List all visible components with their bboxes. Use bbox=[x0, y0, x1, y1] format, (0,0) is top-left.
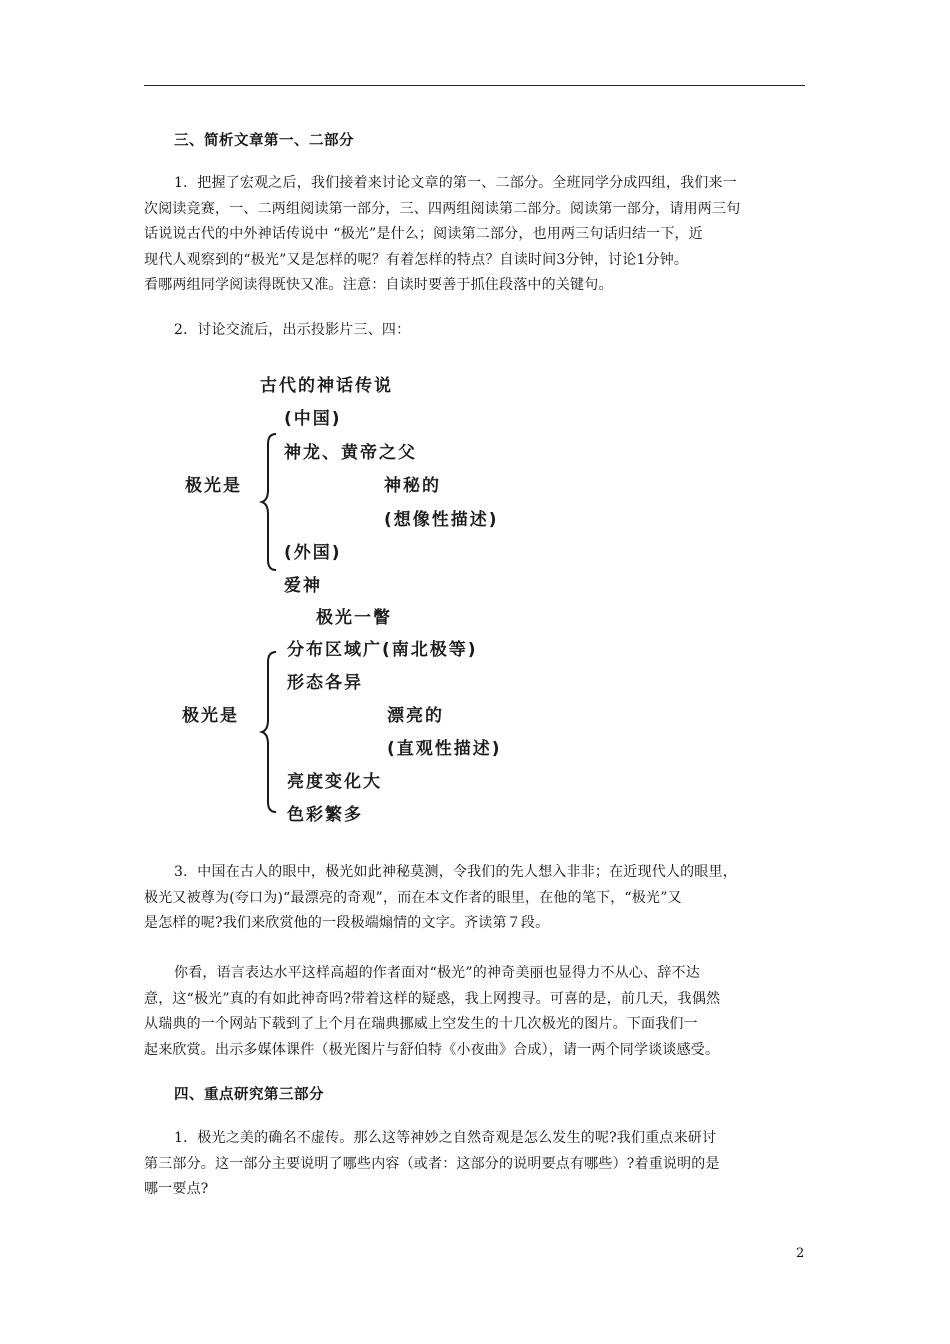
diagram1-item3: (想像性描述) bbox=[384, 510, 499, 530]
section4-paragraph-1: 1．极光之美的确名不虚传。那么这等神妙之自然奇观是怎么发生的呢?我们重点来研讨 第三部分。这一部分主要说明了哪些内容（或者：这部分的说明要点有哪些）?着重说明的是 哪一要点? bbox=[144, 1130, 720, 1197]
diagram1-item1: 神龙、黄帝之父 bbox=[284, 443, 417, 463]
paragraph-4: 你看，语言表达水平这样高超的作者面对“极光”的神奇美丽也显得力不从心、辞不达 意，这“极光”真的有如此神奇吗?带着这样的疑惑，我上网搜寻。可喜的是，前几天，我偶然 从瑞典的一个网站下载到了上个月在瑞典挪威上空发生的十几次极光的图片。下面我们一 起来欣赏。出示多媒体课件（极光图片与舒伯特《小夜曲》合成），请一两个同学谈谈感受。 bbox=[144, 965, 721, 1058]
diagram1-brace bbox=[258, 432, 280, 572]
diagram2-brace bbox=[258, 650, 280, 815]
diagram1-foreign: (外国) bbox=[284, 543, 342, 563]
diagram1-item4: 爱神 bbox=[284, 576, 322, 596]
section3-paragraph-1: 1．把握了宏观之后，我们接着来讨论文章的第一、二部分。全班同学分成四组，我们来一 次阅读竞赛，一、二两组阅读第一部分，三、四两组阅读第二部分。阅读第一部分，请用两三句 话说说古代的中外神话传说中 “极光”是什么；阅读第二部分，也用两三句话归结一下，近 现代人观察到的“极光”又是怎样的呢？有着怎样的特点？自读时间3分钟，讨论1分钟。 看哪两组同学阅读得既快又准。注意：自读时要善于抓住段落中的关键句。 bbox=[144, 175, 741, 293]
diagram1-item2: 神秘的 bbox=[384, 476, 441, 496]
paragraph-3: 3．中国在古人的眼中，极光如此神秘莫测，令我们的先人想入非非；在近现代人的眼里， 极光又被尊为(夸口为)“最漂亮的奇观”，而在本文作者的眼里，在他的笔下，“极光”又 是怎样的呢?我们来欣赏他的一段极端煽情的文字。齐读第７段。 bbox=[144, 864, 737, 931]
section3-paragraph-2: 2．讨论交流后，出示投影片三、四： bbox=[174, 322, 411, 338]
diagram2-item2: 形态各异 bbox=[287, 673, 363, 693]
diagram2-item3: 漂亮的 bbox=[387, 706, 444, 726]
diagram1-title: 古代的神话传说 bbox=[260, 376, 393, 396]
diagram2-item5: 亮度变化大 bbox=[287, 772, 382, 792]
diagram2-item4: (直观性描述) bbox=[387, 739, 502, 759]
diagram1-label: 极光是 bbox=[185, 476, 242, 496]
diagram2-label: 极光是 bbox=[182, 706, 239, 726]
diagram2-title: 极光一瞥 bbox=[316, 608, 392, 628]
header-rule bbox=[144, 85, 805, 86]
diagram2-item6: 色彩繁多 bbox=[287, 805, 363, 825]
section3-heading: 三、简析文章第一、二部分 bbox=[174, 133, 354, 149]
page-number: 2 bbox=[796, 1246, 805, 1261]
diagram1-china: (中国) bbox=[284, 409, 342, 429]
diagram2-item1: 分布区域广(南北极等) bbox=[287, 640, 478, 660]
section4-heading: 四、重点研究第三部分 bbox=[174, 1087, 324, 1103]
